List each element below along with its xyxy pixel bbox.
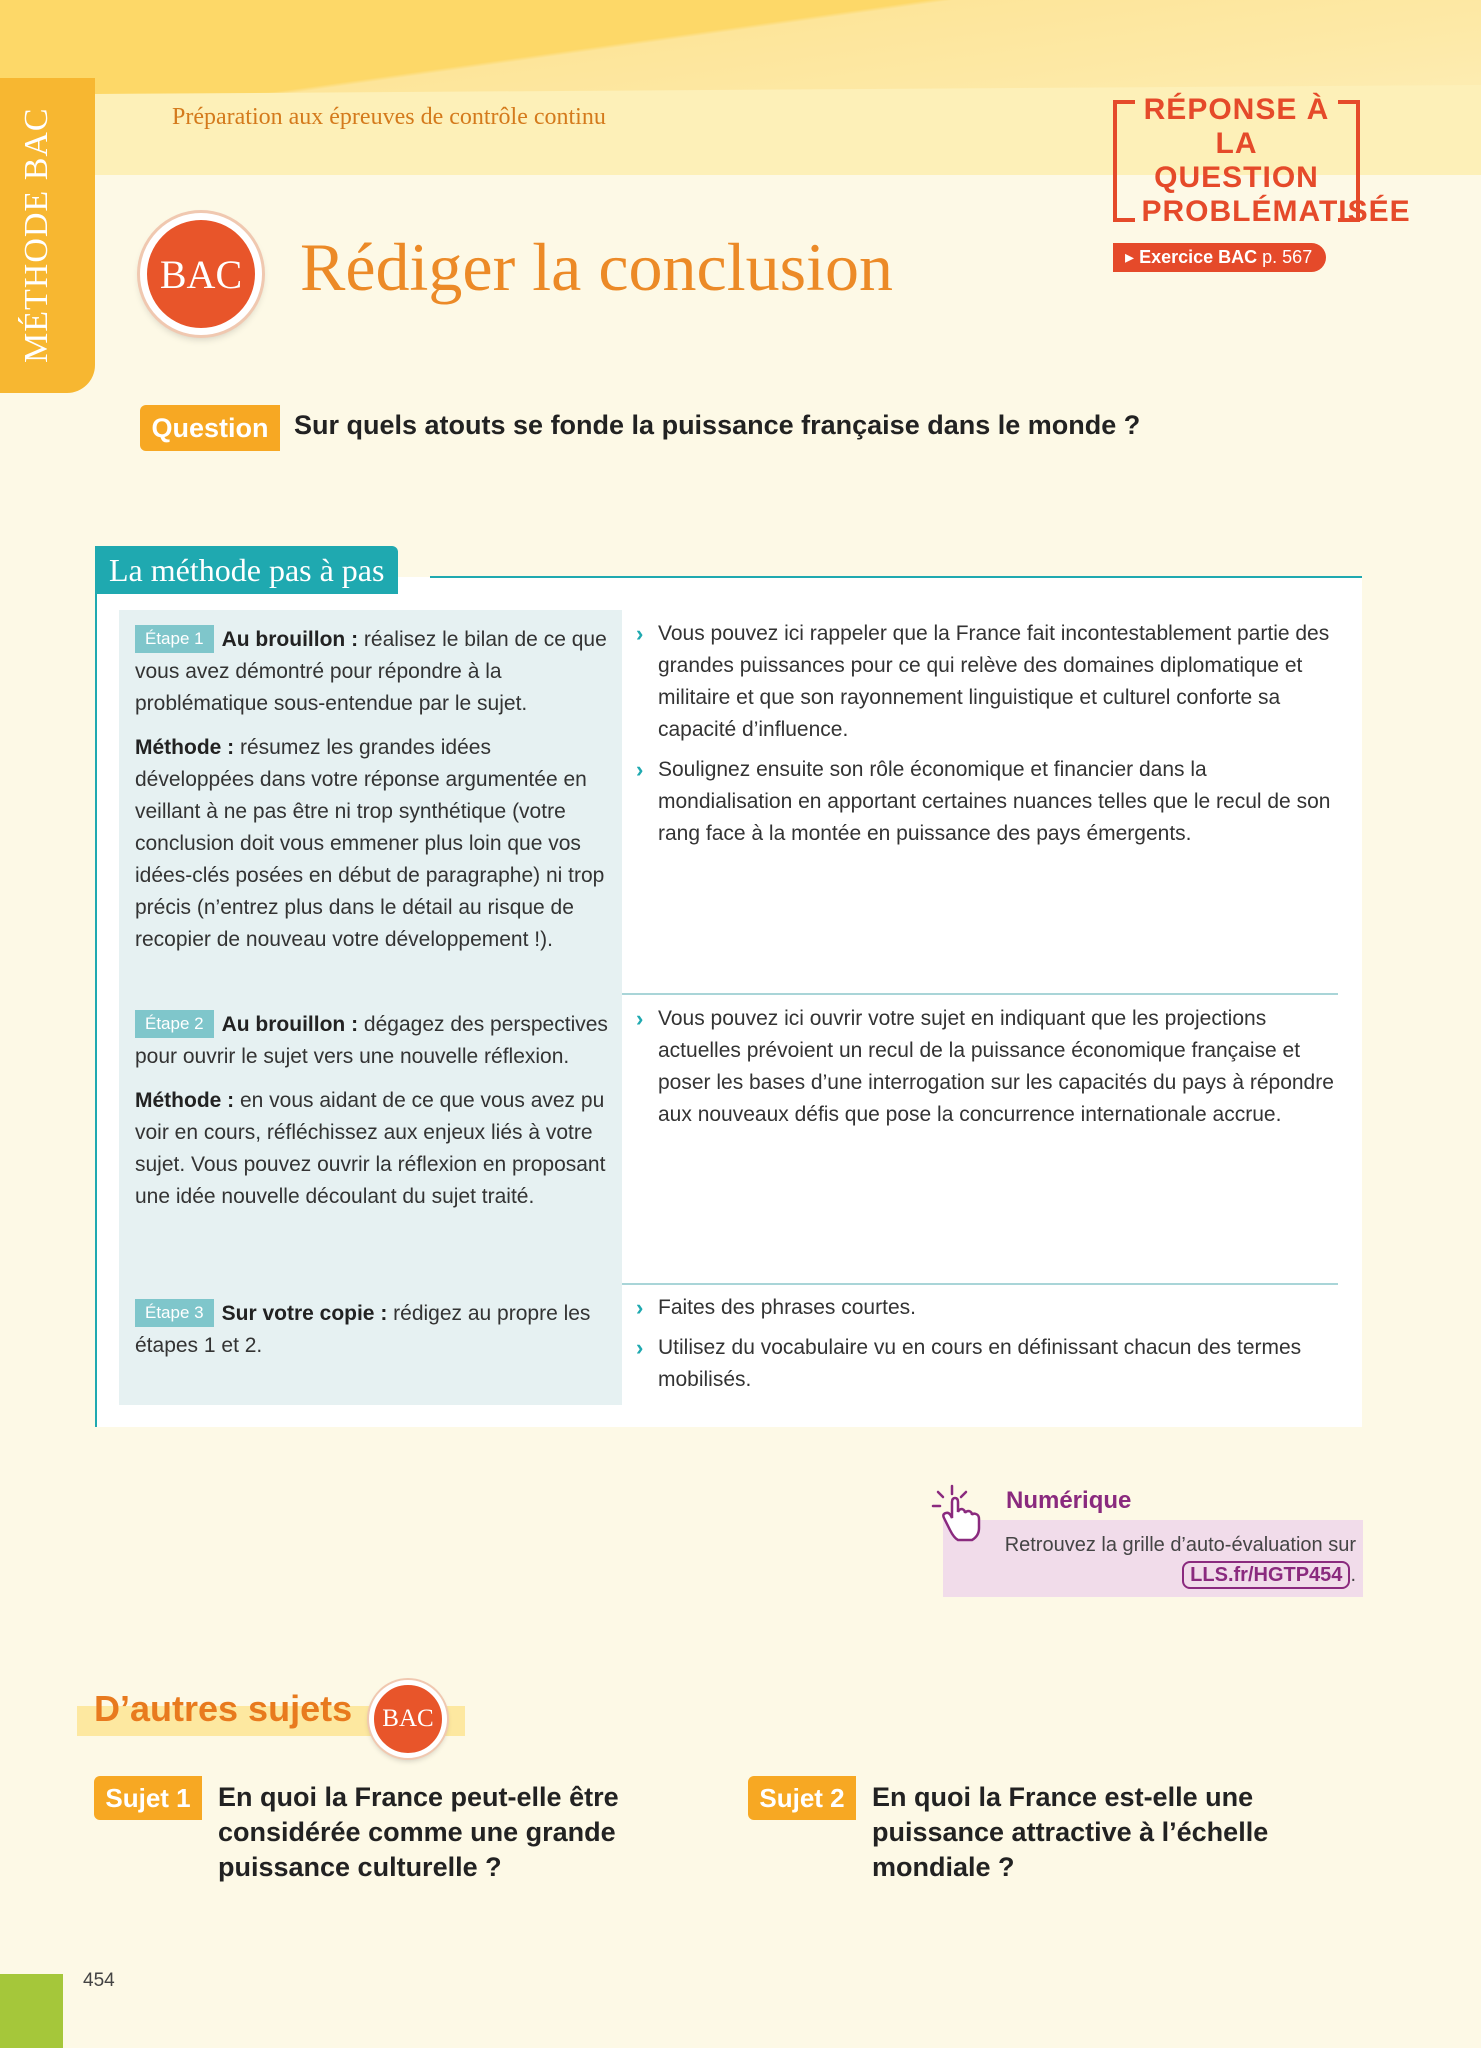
numerique-text: [960, 1530, 1356, 1590]
page-corner-block: [0, 1974, 63, 2048]
question-text: Sur quels atouts se fonde la puissance française dans le monde ?: [294, 410, 1141, 440]
row-separator: [622, 993, 1338, 995]
tip-text: Faites des phrases courtes.: [658, 1296, 916, 1319]
step-heading: Au brouillon :: [221, 1013, 359, 1036]
row-separator: [622, 1283, 1338, 1285]
exercise-link[interactable]: [1113, 243, 1326, 272]
method-label: Méthode :: [135, 736, 235, 759]
numerique-text-before: Retrouvez la grille d’auto-évaluation sur: [1004, 1534, 1356, 1556]
step-tag: Étape 3: [135, 1299, 214, 1327]
step-2-tips: [636, 1003, 1336, 1139]
tip-text: Utilisez du vocabulaire vu en cours en définissant chacun des termes mobilisés.: [658, 1336, 1302, 1391]
numerique-text-after: .: [1350, 1564, 1356, 1586]
preparation-subtitle: Préparation aux épreuves de contrôle continu: [172, 104, 606, 130]
tip-item: [636, 1332, 1336, 1396]
tip-item: [636, 754, 1336, 850]
autres-sujets-title: D’autres sujets: [94, 1688, 353, 1729]
bac-badge: BAC: [140, 213, 262, 335]
numerique-title: Numérique: [1006, 1487, 1132, 1514]
step-tag: Étape 1: [135, 625, 214, 653]
exercise-page: p. 567: [1262, 247, 1313, 267]
question-label: Question: [140, 405, 280, 451]
page-number: 454: [83, 1970, 115, 1991]
page-title: Rédiger la conclusion: [300, 229, 893, 305]
step-3: [135, 1298, 610, 1374]
sujet-1-label: Sujet 1: [94, 1776, 202, 1820]
step-tag: Étape 2: [135, 1010, 214, 1038]
answer-type-label: RÉPONSE À LA QUESTION PROBLÉMATISÉE: [1141, 93, 1411, 228]
bac-badge-small: BAC: [369, 1680, 447, 1758]
sujet-2-label: Sujet 2: [748, 1776, 856, 1820]
method-title-rule: [430, 576, 1362, 578]
method-label: Méthode :: [135, 1089, 235, 1112]
chevron-right-icon: ›: [636, 621, 644, 646]
tip-item: [636, 1292, 1336, 1324]
sujet-1-text: En quoi la France peut-elle être considérée comme une grande puissance culturelle ?: [218, 1782, 619, 1882]
chevron-right-icon: ›: [636, 1295, 644, 1320]
exercise-label: Exercice BAC: [1139, 247, 1258, 267]
method-text: résumez les grandes idées développées dans votre réponse argumentée en veillant à ne pas être ni trop synthétique (votre conclusion doit vous emmener plus loin que vos idées-clés posées en début de paragraphe) ni trop précis (n’entrez plus dans le détail au risque de recopier de nouveau votre développement !).: [135, 736, 605, 951]
tip-item: [636, 618, 1336, 746]
step-text: réalisez le bilan de ce que vous avez démontré pour répondre à la problématique sous-entendue par le sujet.: [135, 628, 607, 715]
method-text: en vous aidant de ce que vous avez pu voir en cours, réfléchissez aux enjeux liés à votre sujet. Vous pouvez ouvrir la réflexion en proposant une idée nouvelle découlant du sujet traité.: [135, 1089, 606, 1208]
step-text: rédigez au propre les étapes 1 et 2.: [135, 1302, 591, 1357]
tip-text: Vous pouvez ici ouvrir votre sujet en indiquant que les projections actuelles prévoient un recul de la puissance économique française et poser les bases d’une interrogation sur les capacités du pays à répondre aux nouveaux défis que pose la concurrence internationale accrue.: [658, 1007, 1334, 1126]
bracket-left: [1113, 100, 1135, 222]
method-title: La méthode pas à pas: [95, 546, 398, 594]
step-1: [135, 624, 610, 968]
step-1-tips: [636, 618, 1336, 858]
chevron-right-icon: ›: [636, 1335, 644, 1360]
step-heading: Au brouillon :: [221, 628, 359, 651]
answer-type-box: [1113, 93, 1411, 228]
chevron-right-icon: ›: [636, 757, 644, 782]
tip-item: [636, 1003, 1336, 1131]
sujet-2-text: En quoi la France est-elle une puissance attractive à l’échelle mondiale ?: [872, 1782, 1269, 1882]
chevron-right-icon: ›: [636, 1006, 644, 1031]
step-heading: Sur votre copie :: [221, 1302, 388, 1325]
play-icon: ▸: [1125, 247, 1135, 267]
step-text: dégagez des perspectives pour ouvrir le sujet vers une nouvelle réflexion.: [135, 1013, 608, 1068]
tip-text: Vous pouvez ici rappeler que la France fait incontestablement partie des grandes puissances pour ce qui relève des domaines diplomatique et militaire et que son rayonnement linguistique et culturel conforte sa capacité d’influence.: [658, 622, 1330, 741]
bracket-right: [1338, 100, 1360, 222]
lls-link[interactable]: LLS.fr/HGTP454: [1182, 1561, 1350, 1589]
step-3-tips: [636, 1292, 1336, 1404]
tip-text: Soulignez ensuite son rôle économique et financier dans la mondialisation en apportant certaines nuances telles que le recul de son rang face à la montée en puissance des pays émergents.: [658, 758, 1331, 845]
side-tab-label: MÉTHODE BAC: [18, 107, 55, 363]
step-2: [135, 1009, 610, 1225]
